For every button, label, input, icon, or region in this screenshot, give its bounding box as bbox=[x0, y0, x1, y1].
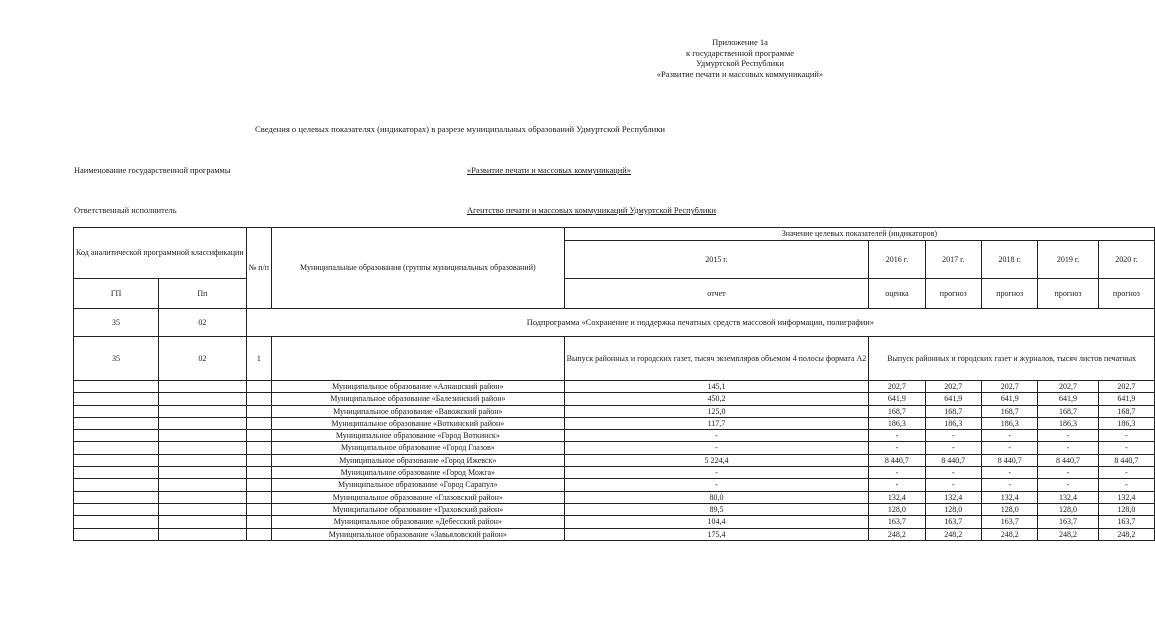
indicator-empty-cell bbox=[272, 337, 565, 381]
value-cell: 163,7 bbox=[925, 516, 981, 528]
year-header: 2015 г. bbox=[564, 241, 869, 279]
value-cell: 186,3 bbox=[925, 417, 981, 429]
indicator-row bbox=[74, 337, 1155, 381]
value-cell: 5 224,4 bbox=[564, 454, 869, 466]
indicator-gp: 35 bbox=[74, 337, 159, 381]
value-cell: 8 440,7 bbox=[925, 454, 981, 466]
value-cell: 168,7 bbox=[869, 405, 925, 417]
value-cell: - bbox=[925, 467, 981, 479]
value-cell: 8 440,7 bbox=[1038, 454, 1098, 466]
empty-cell bbox=[246, 516, 271, 528]
empty-cell bbox=[74, 430, 159, 442]
value-cell: - bbox=[1038, 479, 1098, 491]
value-cell: - bbox=[564, 479, 869, 491]
table-row bbox=[74, 442, 1155, 454]
empty-cell bbox=[246, 528, 271, 540]
value-cell: 125,0 bbox=[564, 405, 869, 417]
value-cell: - bbox=[1038, 467, 1098, 479]
municipality-name: Муниципальное образование «Воткинский район» bbox=[272, 417, 565, 429]
empty-cell bbox=[74, 491, 159, 503]
value-cell: 8 440,7 bbox=[869, 454, 925, 466]
value-cell: 202,7 bbox=[1098, 381, 1154, 393]
value-cell: - bbox=[869, 479, 925, 491]
empty-cell bbox=[159, 430, 247, 442]
value-cell: 8 440,7 bbox=[982, 454, 1038, 466]
value-cell: 163,7 bbox=[982, 516, 1038, 528]
value-cell: 132,4 bbox=[1098, 491, 1154, 503]
value-cell: 248,2 bbox=[925, 528, 981, 540]
table-row bbox=[74, 417, 1155, 429]
value-cell: - bbox=[925, 430, 981, 442]
program-name-value: «Развитие печати и массовых коммуникаций» bbox=[467, 166, 631, 175]
year-header: 2017 г. bbox=[925, 241, 981, 279]
indicator-pp: 02 bbox=[159, 337, 247, 381]
empty-cell bbox=[246, 467, 271, 479]
col-header-num: № п/п bbox=[246, 228, 271, 309]
value-cell: - bbox=[925, 442, 981, 454]
value-cell: 168,7 bbox=[1098, 405, 1154, 417]
subprogram-row bbox=[74, 309, 1155, 337]
municipality-name: Муниципальное образование «Балезинский район» bbox=[272, 393, 565, 405]
value-cell: - bbox=[1098, 430, 1154, 442]
value-cell: 128,0 bbox=[1098, 503, 1154, 515]
appendix-block bbox=[620, 37, 860, 79]
value-cell: - bbox=[869, 442, 925, 454]
col-header-values: Значение целевых показателей (индикаторов) bbox=[564, 228, 1154, 241]
value-cell: - bbox=[982, 442, 1038, 454]
empty-cell bbox=[159, 393, 247, 405]
value-cell: 248,2 bbox=[869, 528, 925, 540]
table-row bbox=[74, 393, 1155, 405]
appendix-line: Удмуртской Республики bbox=[696, 58, 784, 68]
empty-cell bbox=[74, 516, 159, 528]
table-row bbox=[74, 516, 1155, 528]
empty-cell bbox=[246, 454, 271, 466]
value-cell: - bbox=[1038, 430, 1098, 442]
value-cell: 641,9 bbox=[982, 393, 1038, 405]
value-cell: - bbox=[564, 442, 869, 454]
value-cell: - bbox=[564, 467, 869, 479]
value-cell: - bbox=[1098, 467, 1154, 479]
status-header: прогноз bbox=[982, 279, 1038, 309]
value-cell: 163,7 bbox=[1038, 516, 1098, 528]
municipality-name: Муниципальное образование «Дебесский район» bbox=[272, 516, 565, 528]
year-header: 2020 г. bbox=[1098, 241, 1154, 279]
value-cell: 175,4 bbox=[564, 528, 869, 540]
year-header: 2016 г. bbox=[869, 241, 925, 279]
municipality-name: Муниципальное образование «Алнашский район» bbox=[272, 381, 565, 393]
value-cell: - bbox=[1098, 479, 1154, 491]
value-cell: 163,7 bbox=[1098, 516, 1154, 528]
value-cell: 132,4 bbox=[982, 491, 1038, 503]
empty-cell bbox=[74, 503, 159, 515]
value-cell: 128,0 bbox=[982, 503, 1038, 515]
empty-cell bbox=[74, 393, 159, 405]
empty-cell bbox=[74, 528, 159, 540]
status-header: прогноз bbox=[925, 279, 981, 309]
value-cell: 163,7 bbox=[869, 516, 925, 528]
col-header-code: Код аналитической программной классификации bbox=[74, 228, 247, 279]
indicator-name-2015: Выпуск районных и городских газет, тысяч экземпляров объемом 4 полосы формата А2 bbox=[564, 337, 869, 381]
value-cell: 202,7 bbox=[925, 381, 981, 393]
empty-cell bbox=[159, 491, 247, 503]
table-row bbox=[74, 528, 1155, 540]
status-header: отчет bbox=[564, 279, 869, 309]
empty-cell bbox=[246, 381, 271, 393]
col-header-gp: ГП bbox=[74, 279, 159, 309]
empty-cell bbox=[74, 381, 159, 393]
municipality-name: Муниципальное образование «Город Ижевск» bbox=[272, 454, 565, 466]
empty-cell bbox=[159, 528, 247, 540]
executor-value: Агентство печати и массовых коммуникаций Удмуртской Республики bbox=[467, 206, 716, 215]
value-cell: - bbox=[925, 479, 981, 491]
value-cell: 8 440,7 bbox=[1098, 454, 1154, 466]
value-cell: 132,4 bbox=[869, 491, 925, 503]
value-cell: 145,1 bbox=[564, 381, 869, 393]
value-cell: 641,9 bbox=[869, 393, 925, 405]
value-cell: 80,0 bbox=[564, 491, 869, 503]
empty-cell bbox=[246, 417, 271, 429]
indicator-num: 1 bbox=[246, 337, 271, 381]
document-title: Сведения о целевых показателях (индикаторах) в разрезе муниципальных образований Удмуртской Республики bbox=[255, 124, 665, 134]
table-row bbox=[74, 381, 1155, 393]
value-cell: 641,9 bbox=[1038, 393, 1098, 405]
value-cell: 168,7 bbox=[1038, 405, 1098, 417]
empty-cell bbox=[246, 405, 271, 417]
value-cell: 132,4 bbox=[925, 491, 981, 503]
value-cell: 117,7 bbox=[564, 417, 869, 429]
value-cell: 248,2 bbox=[1098, 528, 1154, 540]
value-cell: 186,3 bbox=[869, 417, 925, 429]
empty-cell bbox=[74, 454, 159, 466]
table-row bbox=[74, 491, 1155, 503]
indicator-name-later: Выпуск районных и городских газет и журналов, тысяч листов печатных bbox=[869, 337, 1155, 381]
value-cell: 128,0 bbox=[925, 503, 981, 515]
value-cell: 132,4 bbox=[1038, 491, 1098, 503]
empty-cell bbox=[74, 479, 159, 491]
value-cell: 168,7 bbox=[982, 405, 1038, 417]
value-cell: 248,2 bbox=[982, 528, 1038, 540]
municipality-name: Муниципальное образование «Город Можга» bbox=[272, 467, 565, 479]
value-cell: 641,9 bbox=[925, 393, 981, 405]
empty-cell bbox=[159, 479, 247, 491]
value-cell: 128,0 bbox=[1038, 503, 1098, 515]
value-cell: 641,9 bbox=[1098, 393, 1154, 405]
value-cell: 186,3 bbox=[982, 417, 1038, 429]
empty-cell bbox=[246, 503, 271, 515]
value-cell: 202,7 bbox=[1038, 381, 1098, 393]
municipality-name: Муниципальное образование «Вавожский район» bbox=[272, 405, 565, 417]
empty-cell bbox=[74, 467, 159, 479]
status-header: оценка bbox=[869, 279, 925, 309]
empty-cell bbox=[159, 417, 247, 429]
program-name-label: Наименование государственной программы bbox=[74, 166, 231, 175]
value-cell: - bbox=[982, 430, 1038, 442]
status-header: прогноз bbox=[1038, 279, 1098, 309]
table-row bbox=[74, 405, 1155, 417]
empty-cell bbox=[74, 417, 159, 429]
empty-cell bbox=[74, 442, 159, 454]
empty-cell bbox=[159, 454, 247, 466]
executor-label: Ответственный исполнитель bbox=[74, 206, 177, 215]
value-cell: 128,0 bbox=[869, 503, 925, 515]
municipality-name: Муниципальное образование «Город Глазов» bbox=[272, 442, 565, 454]
empty-cell bbox=[159, 381, 247, 393]
empty-cell bbox=[74, 405, 159, 417]
empty-cell bbox=[246, 491, 271, 503]
municipality-name: Муниципальное образование «Город Воткинск» bbox=[272, 430, 565, 442]
value-cell: 186,3 bbox=[1098, 417, 1154, 429]
appendix-line: «Развитие печати и массовых коммуникаций» bbox=[656, 68, 824, 79]
table-row bbox=[74, 503, 1155, 515]
value-cell: - bbox=[1038, 442, 1098, 454]
subprogram-title: Подпрограмма «Сохранение и поддержка печатных средств массовой информации, полиграфии» bbox=[246, 309, 1155, 337]
status-header: прогноз bbox=[1098, 279, 1154, 309]
empty-cell bbox=[159, 516, 247, 528]
value-cell: - bbox=[982, 467, 1038, 479]
municipality-name: Муниципальное образование «Глазовский район» bbox=[272, 491, 565, 503]
table-row bbox=[74, 467, 1155, 479]
value-cell: 104,4 bbox=[564, 516, 869, 528]
value-cell: 89,5 bbox=[564, 503, 869, 515]
empty-cell bbox=[159, 442, 247, 454]
value-cell: - bbox=[982, 479, 1038, 491]
value-cell: - bbox=[869, 467, 925, 479]
col-header-municipality: Муниципальные образования (группы муниципальных образований) bbox=[272, 228, 565, 309]
municipality-name: Муниципальное образование «Город Сарапул» bbox=[272, 479, 565, 491]
year-header: 2018 г. bbox=[982, 241, 1038, 279]
value-cell: - bbox=[1098, 442, 1154, 454]
empty-cell bbox=[246, 442, 271, 454]
table-row bbox=[74, 430, 1155, 442]
municipality-name: Муниципальное образование «Граховский район» bbox=[272, 503, 565, 515]
value-cell: 168,7 bbox=[925, 405, 981, 417]
value-cell: 202,7 bbox=[982, 381, 1038, 393]
value-cell: 450,2 bbox=[564, 393, 869, 405]
table-row bbox=[74, 479, 1155, 491]
value-cell: - bbox=[564, 430, 869, 442]
empty-cell bbox=[246, 393, 271, 405]
empty-cell bbox=[159, 467, 247, 479]
value-cell: 202,7 bbox=[869, 381, 925, 393]
value-cell: - bbox=[869, 430, 925, 442]
value-cell: 186,3 bbox=[1038, 417, 1098, 429]
year-header: 2019 г. bbox=[1038, 241, 1098, 279]
empty-cell bbox=[159, 503, 247, 515]
subprogram-pp: 02 bbox=[159, 309, 247, 337]
subprogram-gp: 35 bbox=[74, 309, 159, 337]
municipality-name: Муниципальное образование «Завьяловский район» bbox=[272, 528, 565, 540]
appendix-line: к государственной программе bbox=[685, 47, 795, 58]
table-row bbox=[74, 454, 1155, 466]
value-cell: 248,2 bbox=[1038, 528, 1098, 540]
indicators-table bbox=[73, 227, 1155, 541]
empty-cell bbox=[246, 479, 271, 491]
appendix-line: Приложение 1а bbox=[712, 37, 768, 47]
empty-cell bbox=[159, 405, 247, 417]
empty-cell bbox=[246, 430, 271, 442]
col-header-pp: Пп bbox=[159, 279, 247, 309]
